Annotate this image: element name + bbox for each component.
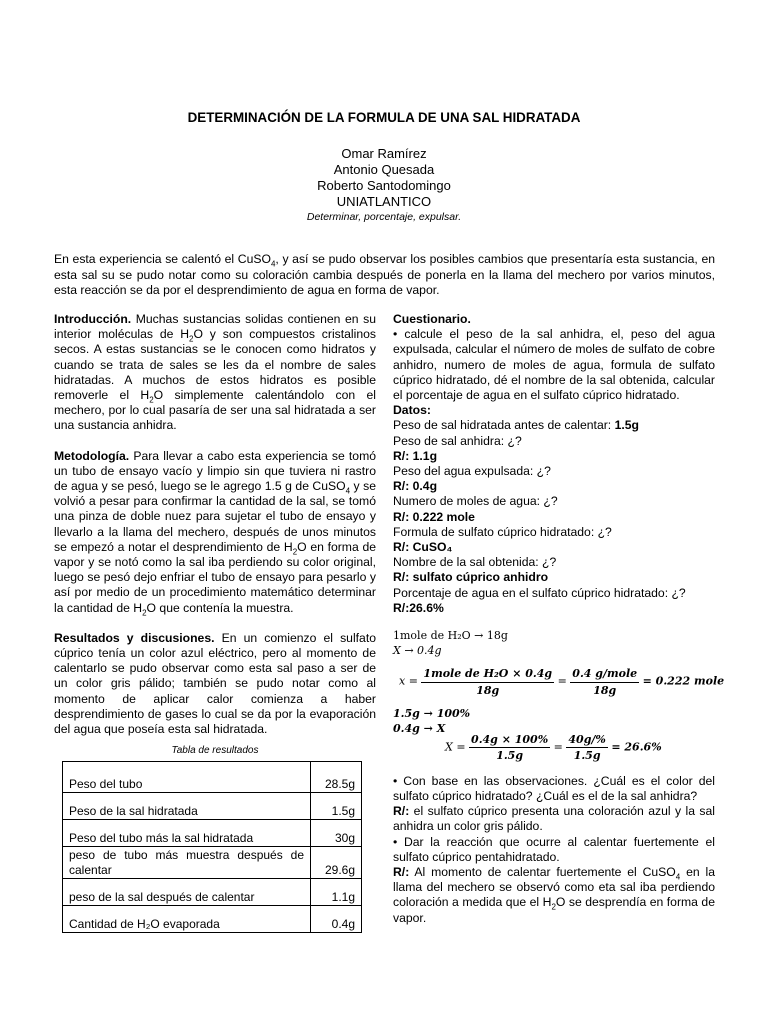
author-name: Antonio Quesada — [333, 162, 435, 177]
section-heading: Metodología. — [54, 448, 130, 463]
section-text: En un comienzo el sulfato cúprico tenía un color azul eléctrico, pero al momento de calentarlo se pudo observar como esta sal paso a ser de un color gris pálido; también se pudo notar como al momento de aplicar calor comienza a haber desprendimiento de gases lo cual se da por la evaporación del agua que poseía esta sal hidratada. — [54, 630, 376, 737]
list-item: R/: 0.222 mole — [393, 509, 475, 524]
question: • Dar la reacción que ocurre al calentar fuertemente el sulfato cúprico pentahidratado. — [393, 834, 715, 864]
table-cell-label: Cantidad de H₂O evaporada — [63, 906, 311, 933]
left-column — [54, 312, 376, 933]
section-text: Para llevar a cabo esta experiencia se tomó un tubo de ensayo vacío y limpio sin que tuviera ni rastro de agua y se pesó, luego se le agrego 1.5 g de CuSO — [54, 448, 376, 494]
abstract-text: , y así se pudo observar los posibles cambios que presentaría esta sustancia, en esta sal su se pudo notar como su coloración cambia después de ponerla en la llama del mechero por varios minutos, esta reacción se da por el desprendimiento de agua en forma de vapor. — [54, 252, 716, 298]
section-text: y se volvió a pesar para confirmar la cantidad de la sal, se tomó una pinza de doble nuez para sujetar el tubo de ensayo y llevarlo a la llama del mechero, después de unos minutos se empezó a notar el desprendimiento de H — [54, 479, 376, 554]
abstract — [54, 252, 715, 299]
subscript: 2 — [292, 547, 298, 557]
section-heading: Resultados y discusiones. — [54, 630, 215, 645]
author-block — [0, 146, 768, 210]
methodology-section — [54, 449, 376, 616]
list-item: R/: CuSO₄ — [393, 540, 453, 555]
list-item: R/: 1.1g — [393, 448, 438, 463]
list-item: Formula de sulfato cúprico hidratado: ¿? — [393, 524, 612, 539]
table-cell-value: 0.4g — [311, 906, 362, 933]
answer: R/: Al momento de calentar fuertemente el CuSO$_4$ en la llama del mechero se observó como eta sal iba perdiendo coloración a medida que el $H_2O$ se desprendía en forma de vapor. — [393, 864, 715, 925]
math-line: 1.5g → 100% — [393, 706, 471, 720]
table-cell-label: peso de la sal después de calentar — [63, 879, 311, 906]
table-cell-value: 1.5g — [311, 793, 362, 820]
abstract-text: En esta experiencia se calentó el CuSO — [54, 252, 271, 266]
table-row — [63, 820, 362, 847]
question-intro: • calcule el peso de la sal anhidra, el, peso del agua expulsada, calcular el número de moles de sulfato de cobre anhidro, numero de moles de agua, formula de sulfato cúprico hidratado, dé el nombre de la sal obtenida, calcular el porcentaje de agua en el sulfato cúprico hidratado. — [393, 327, 715, 403]
right-column — [393, 312, 725, 926]
subscript: 2 — [142, 608, 147, 618]
results-table — [62, 761, 362, 933]
question: • Con base en las observaciones. ¿Cuál es el color del sulfato cúprico hidratado? ¿Cuál es el de la sal anhidra? — [393, 773, 715, 803]
data-list — [393, 418, 715, 616]
keywords: Determinar, porcentaje, expulsar. — [306, 211, 462, 223]
answer: R/: el sulfato cúprico presenta una coloración azul y la sal anhidra un color gris pálido. — [393, 804, 715, 834]
list-item: Peso de sal hidratada antes de calentar: 1.5g — [393, 418, 639, 433]
table-row — [63, 793, 362, 820]
data-heading: Datos: — [393, 403, 431, 418]
table-row — [63, 847, 362, 879]
list-item: Porcentaje de agua en el sulfato cúprico hidratado: ¿? — [393, 585, 686, 600]
list-item: Numero de moles de agua: ¿? — [393, 494, 558, 509]
subscript: 2 — [149, 395, 154, 405]
list-item: R/: 0.4g — [393, 479, 438, 494]
table-cell-label: Peso del tubo — [63, 762, 311, 793]
table-cell-value: 29.6g — [311, 847, 362, 879]
table-caption: Tabla de resultados — [171, 745, 259, 757]
equation-percent: X = $\frac{0.4g \times 100\%}{1.5g}$ = $\frac{40g/\%}{1.5g}$ = 26.6% — [445, 733, 662, 763]
subscript: 2 — [189, 334, 194, 344]
list-item: Peso de sal anhidra: ¿? — [393, 433, 522, 448]
author-name: Omar Ramírez — [341, 146, 427, 161]
list-item: Peso del agua expulsada: ¿? — [393, 464, 551, 479]
list-item: Nombre de la sal obtenida: ¿? — [393, 555, 557, 570]
math-line: 0.4g → X — [393, 722, 446, 736]
section-text: Muchas sustancias solidas contienen en su interior moléculas de H — [54, 312, 376, 342]
table-row — [63, 906, 362, 933]
table-row — [63, 762, 362, 793]
section-heading: Introducción. — [54, 312, 132, 326]
list-item: R/: sulfato cúprico anhidro — [393, 570, 549, 585]
section-text: O y son compuestos cristalinos secos. A estas sustancias se le conocen como hidratos y cuando se trata de sales se les da el nombre de sales hidratadas. A muchos de estos hidratos es posible removerle el H — [54, 327, 376, 403]
results-section — [54, 631, 376, 737]
math-line: X → 0.4g — [393, 644, 442, 658]
section-text: O simplemente calentándolo con el mechero, por lo cual pasaría de ser una sal hidratada a ser una sustancia anhidra. — [54, 388, 376, 433]
author-name: Roberto Santodomingo — [317, 178, 451, 193]
subscript: 4 — [345, 486, 351, 496]
calculation-block — [393, 628, 725, 764]
affiliation: UNIATLANTICO — [336, 194, 432, 209]
section-text: O en forma de vapor y se notó como la sal iba perdiendo su color original, luego se pesó dejo enfriar el tubo de ensayo para pesarlo y así por medio de un procedimiento matemático determinar la cantidad de H — [54, 539, 377, 615]
table-cell-value: 28.5g — [311, 762, 362, 793]
table-cell-label: peso de tubo más muestra después de calentar — [63, 847, 311, 879]
paper-title: DETERMINACIÓN DE LA FORMULA DE UNA SAL HIDRATADA — [187, 110, 581, 125]
list-item: R/:26.6% — [393, 600, 444, 615]
table-cell-label: Peso del tubo más la sal hidratada — [63, 820, 311, 847]
section-text: O que contenía la muestra. — [146, 600, 294, 615]
section-heading: Cuestionario. — [393, 312, 471, 326]
introduction-section — [54, 312, 376, 434]
equation-moles: x = $\frac{\text{1mole de H₂O × 0.4g}}{18g}$ = $\frac{\text{0.4 g/mole}}{18g}$ = 0.222 mole — [399, 667, 725, 697]
table-cell-value: 1.1g — [311, 879, 362, 906]
math-line: 1mole de H₂O → 18g — [393, 629, 508, 643]
subscript: 4 — [270, 259, 276, 269]
table-row — [63, 879, 362, 906]
table-cell-value: 30g — [311, 820, 362, 847]
table-cell-label: Peso de la sal hidratada — [63, 793, 311, 820]
